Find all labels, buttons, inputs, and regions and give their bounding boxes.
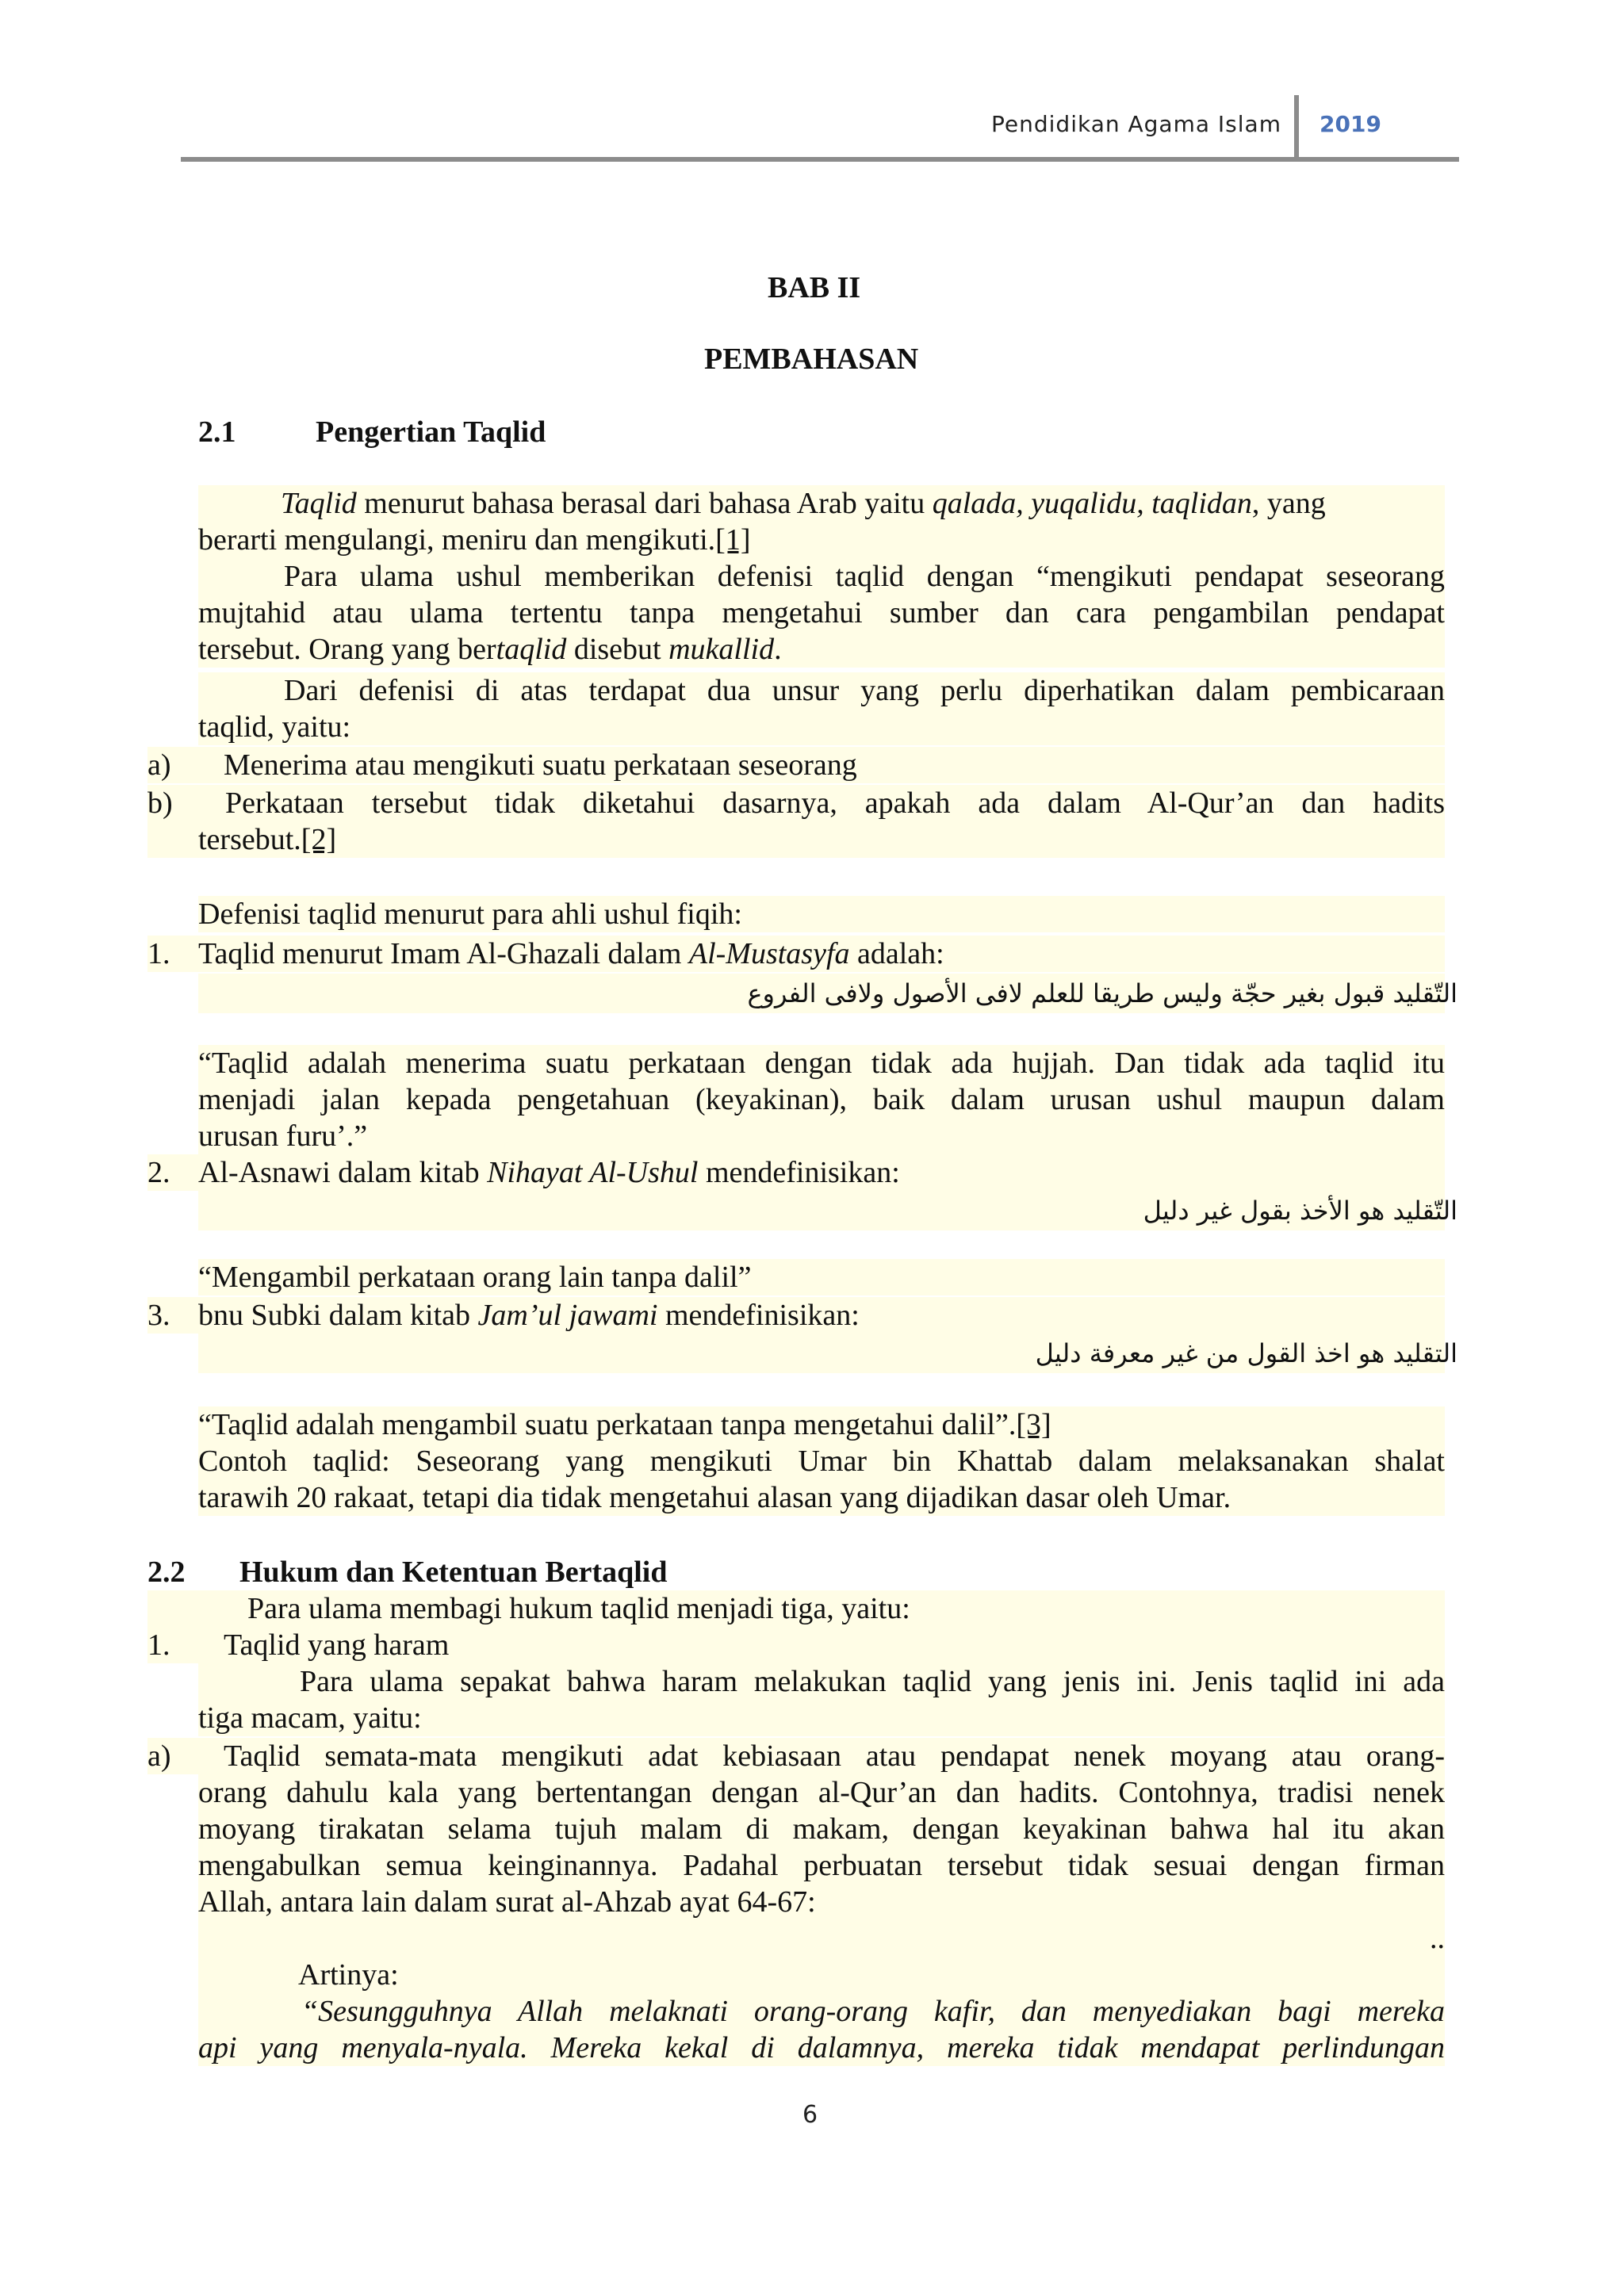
list-item-text: tersebut.[2]: [147, 821, 1445, 858]
section-number: 2.1: [198, 415, 236, 449]
quote-line: “Mengambil perkataan orang lain tanpa dalil”: [198, 1259, 1445, 1295]
list-item: b): [147, 785, 1445, 821]
footnote-link-3[interactable]: [3]: [1016, 1408, 1051, 1441]
list-item-text: Taqlid semata-mata mengikuti adat kebiasaan atau pendapat nenek moyang atau orang-: [224, 1739, 1445, 1773]
definition-text: bnu Subki dalam kitab Jam’ul jawami mendefinisikan:: [198, 1299, 860, 1332]
paragraph-line: Taqlid menurut bahasa berasal dari bahasa Arab yaitu qalada, yuqalidu, taqlidan, yang: [198, 485, 1445, 522]
paragraph-line: Dari defenisi di atas terdapat dua unsur yang perlu diperhatikan dalam pembicaraan: [198, 672, 1445, 709]
paragraph-line: Artinya:: [198, 1957, 1445, 1993]
ellipsis-mark: ..: [198, 1920, 1445, 1957]
paragraph-line: Para ulama membagi hukum taqlid menjadi tiga, yaitu:: [147, 1590, 1445, 1627]
paragraph-line: Allah, antara lain dalam surat al-Ahzab ayat 64-67:: [198, 1884, 1445, 1920]
verse-line: “Sesungguhnya Allah melaknati orang-orang kafir, dan menyediakan bagi mereka: [198, 1993, 1445, 2030]
paragraph-line: orang dahulu kala yang bertentangan dengan al-Qur’an dan hadits. Contohnya, tradisi nenek: [198, 1776, 1445, 1809]
section-number: 2.2: [147, 1556, 186, 1589]
header-divider: [1294, 95, 1299, 162]
list-item: 2.: [147, 1154, 1445, 1191]
quote-line: urusan furu’.”: [198, 1118, 1445, 1154]
list-item-text: Taqlid yang haram: [224, 1628, 450, 1662]
list-item: 1.: [147, 1627, 1445, 1663]
chapter-title: BAB II: [768, 271, 861, 304]
paragraph-line: Para ulama sepakat bahwa haram melakukan taqlid yang jenis ini. Jenis taqlid ini ada: [198, 1663, 1445, 1700]
footnote-link-1[interactable]: [1]: [715, 523, 751, 557]
paragraph-line: tersebut. Orang yang bertaqlid disebut mukallid.: [198, 631, 1445, 668]
arabic-text: التقليد هو اخذ القول من غير معرفة دليل: [1035, 1338, 1457, 1368]
section-title: Pengertian Taqlid: [316, 415, 546, 449]
paragraph-line: Defenisi taqlid menurut para ahli ushul fiqih:: [198, 896, 1445, 932]
paragraph-line: Para ulama ushul memberikan defenisi taqlid dengan “mengikuti pendapat seseorang: [198, 558, 1445, 595]
paragraph-line: moyang tirakatan selama tujuh malam di makam, dengan keyakinan bahwa hal itu akan: [198, 1812, 1445, 1846]
paragraph-line: berarti mengulangi, meniru dan mengikuti.[1]: [198, 522, 1445, 558]
arabic-text: التّقليد هو الأخذ بقول غير دليل: [1143, 1196, 1457, 1226]
quote-line: menjadi jalan kepada pengetahuan (keyakinan), baik dalam urusan ushul maupun dalam: [198, 1083, 1445, 1116]
verse-line: api yang menyala-nyala. Mereka kekal di dalamnya, mereka tidak mendapat perlindungan: [198, 2031, 1445, 2064]
list-item-text: Menerima atau mengikuti suatu perkataan seseorang: [224, 748, 857, 782]
section-heading: PEMBAHASAN: [704, 342, 919, 376]
list-item: 1.: [147, 936, 1445, 972]
paragraph-line: mengabulkan semua keinginannya. Padahal perbuatan tersebut tidak sesuai dengan firman: [198, 1849, 1445, 1882]
paragraph-line: mujtahid atau ulama tertentu tanpa mengetahui sumber dan cara pengambilan pendapat: [198, 596, 1445, 629]
definition-text: Taqlid menurut Imam Al-Ghazali dalam Al-Mustasyfa adalah:: [198, 937, 944, 970]
list-item: a): [147, 747, 1445, 783]
list-item-text: Perkataan tersebut tidak diketahui dasarnya, apakah ada dalam Al-Qur’an dan hadits: [225, 786, 1445, 820]
quote-line: “Taqlid adalah menerima suatu perkataan dengan tidak ada hujjah. Dan tidak ada taqlid itu: [198, 1047, 1445, 1080]
list-item: 3.: [147, 1297, 1445, 1334]
definition-text: Al-Asnawi dalam kitab Nihayat Al-Ushul mendefinisikan:: [198, 1156, 900, 1189]
page-number: 6: [802, 2101, 818, 2129]
list-item: a): [147, 1738, 1445, 1774]
header-rule: [181, 157, 1459, 162]
paragraph-line: tarawih 20 rakaat, tetapi dia tidak mengetahui alasan yang dijadikan dasar oleh Umar.: [198, 1479, 1445, 1516]
footnote-link-2[interactable]: [2]: [301, 823, 337, 856]
section-title: Hukum dan Ketentuan Bertaqlid: [239, 1556, 668, 1589]
paragraph-line: tiga macam, yaitu:: [198, 1700, 1445, 1736]
header-year: 2019: [1320, 111, 1381, 137]
paragraph-line: Contoh taqlid: Seseorang yang mengikuti Umar bin Khattab dalam melaksanakan shalat: [198, 1445, 1445, 1478]
quote-line: “Taqlid adalah mengambil suatu perkataan tanpa mengetahui dalil”.[3]: [198, 1406, 1445, 1443]
paragraph-line: taqlid, yaitu:: [198, 709, 1445, 745]
arabic-text: التّقليد قبول بغير حجّة وليس طريقا للعلم لافى الأصول ولافى الفروع: [747, 978, 1457, 1008]
header-title: Pendidikan Agama Islam: [991, 111, 1281, 137]
